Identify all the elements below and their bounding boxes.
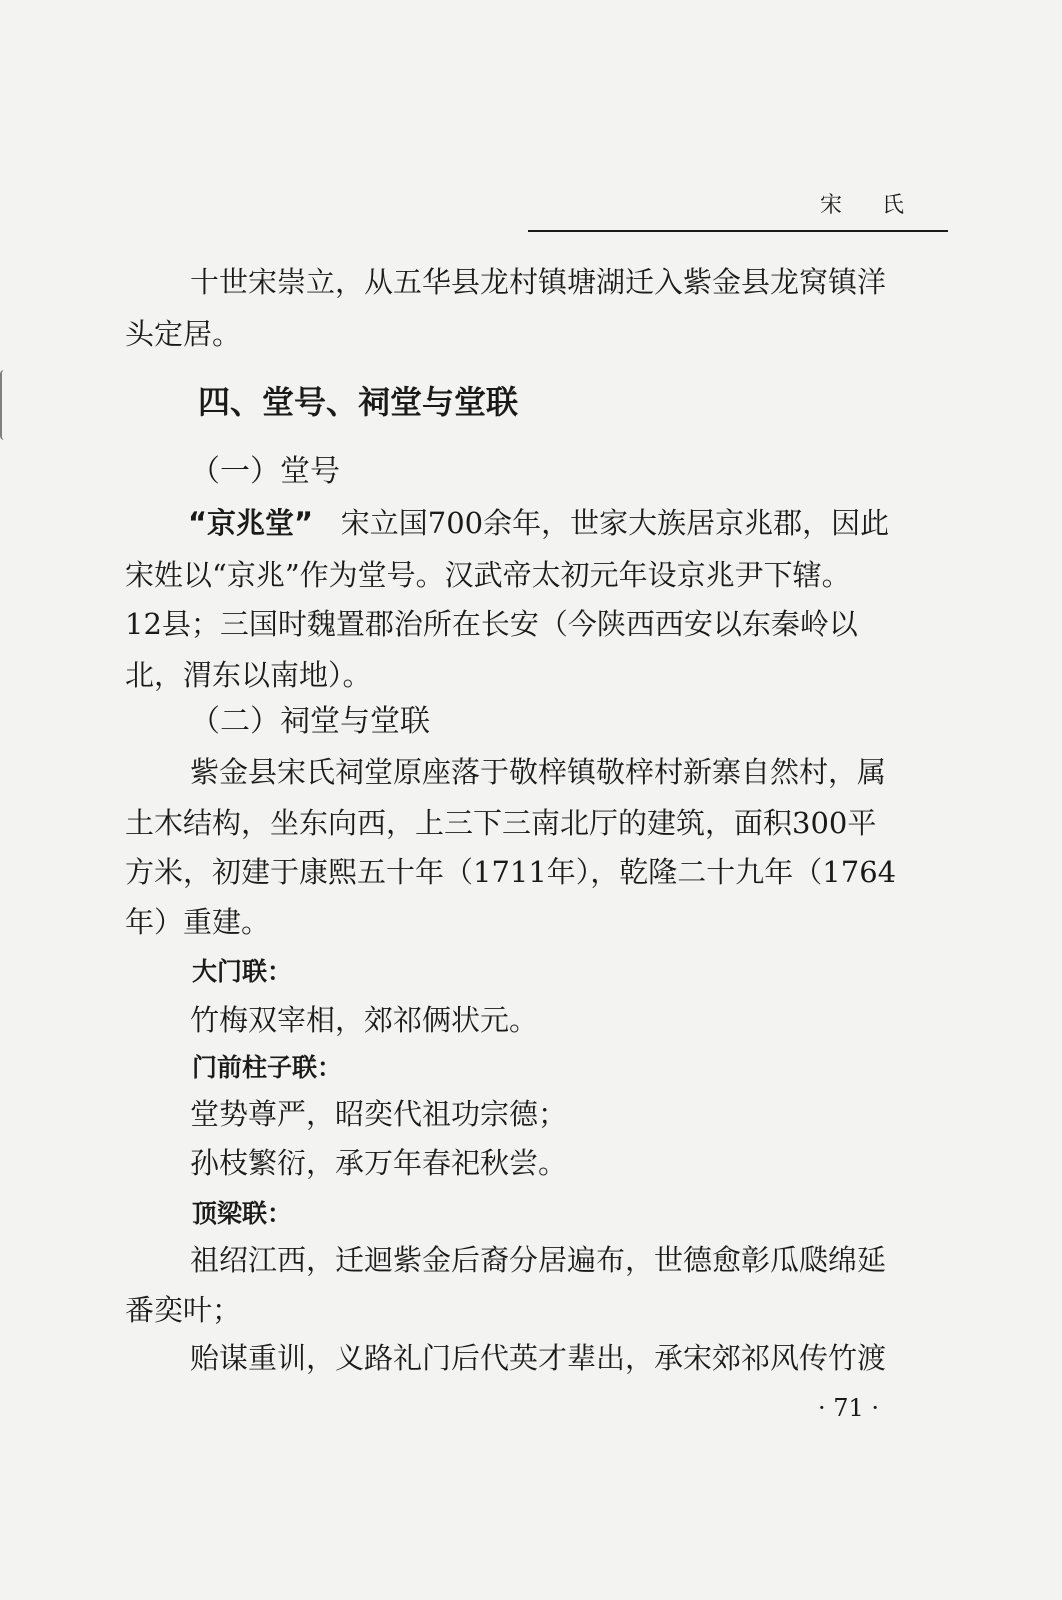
paragraph-2-line-1-text: 宋立国700余年，世家大族居京兆郡，因此 xyxy=(340,506,890,540)
paragraph-1-line-2: 头定居。 xyxy=(125,317,242,351)
paragraph-2-line-2: 宋姓以“京兆”作为堂号。汉武帝太初元年设京兆尹下辖。 xyxy=(125,558,851,592)
paragraph-3-line-3: 方米，初建于康熙五十年（1711年），乾隆二十九年（1764 xyxy=(125,855,897,889)
paragraph-3-line-4: 年）重建。 xyxy=(125,905,271,939)
running-head-char-1: 宋 xyxy=(820,193,843,218)
page-number: · 71 · xyxy=(818,1394,880,1422)
paragraph-2-line-4: 北，渭东以南地）。 xyxy=(125,658,372,692)
scan-edge-mark xyxy=(0,370,8,440)
paragraph-2-line-1 xyxy=(188,503,889,543)
running-head-char-2: 氏 xyxy=(882,193,905,218)
paragraph-1-line-1: 十世宋崇立，从五华县龙村镇塘湖迁入紫金县龙窝镇洋 xyxy=(190,265,887,299)
running-head xyxy=(820,188,904,219)
subheading-2: （二）祠堂与堂联 xyxy=(190,704,430,739)
beam-couplet-line-3: 贻谋重训，义路礼门后代英才辈出，承宋郊祁风传竹渡 xyxy=(190,1341,887,1375)
paragraph-3-line-2: 土木结构，坐东向西，上三下三南北厅的建筑，面积300平 xyxy=(125,806,877,840)
beam-couplet-line-1: 祖绍江西，迁迴紫金后裔分居遍布，世德愈彰瓜瓞绵延 xyxy=(190,1243,887,1277)
header-rule xyxy=(528,230,948,232)
label-beam-couplet: 顶梁联： xyxy=(192,1199,293,1228)
pillar-couplet-line-2: 孙枝繁衍，承万年春祀秋尝。 xyxy=(190,1146,568,1180)
paragraph-3-line-1: 紫金县宋氏祠堂原座落于敬梓镇敬梓村新寨自然村，属 xyxy=(190,755,887,789)
label-gate-couplet: 大门联： xyxy=(192,957,293,986)
paragraph-2-line-3: 12县；三国时魏置郡治所在长安（今陕西西安以东秦岭以 xyxy=(125,607,858,641)
section-heading: 四、堂号、祠堂与堂联 xyxy=(198,383,519,421)
label-pillar-couplet: 门前柱子联： xyxy=(192,1053,343,1082)
beam-couplet-line-2: 番奕叶； xyxy=(125,1293,242,1327)
hall-name-term: “京兆堂” xyxy=(188,506,314,540)
subheading-1: （一）堂号 xyxy=(190,454,340,489)
gate-couplet: 竹梅双宰相，郊祁俩状元。 xyxy=(190,1003,539,1037)
pillar-couplet-line-1: 堂势尊严，昭奕代祖功宗德； xyxy=(190,1097,568,1131)
